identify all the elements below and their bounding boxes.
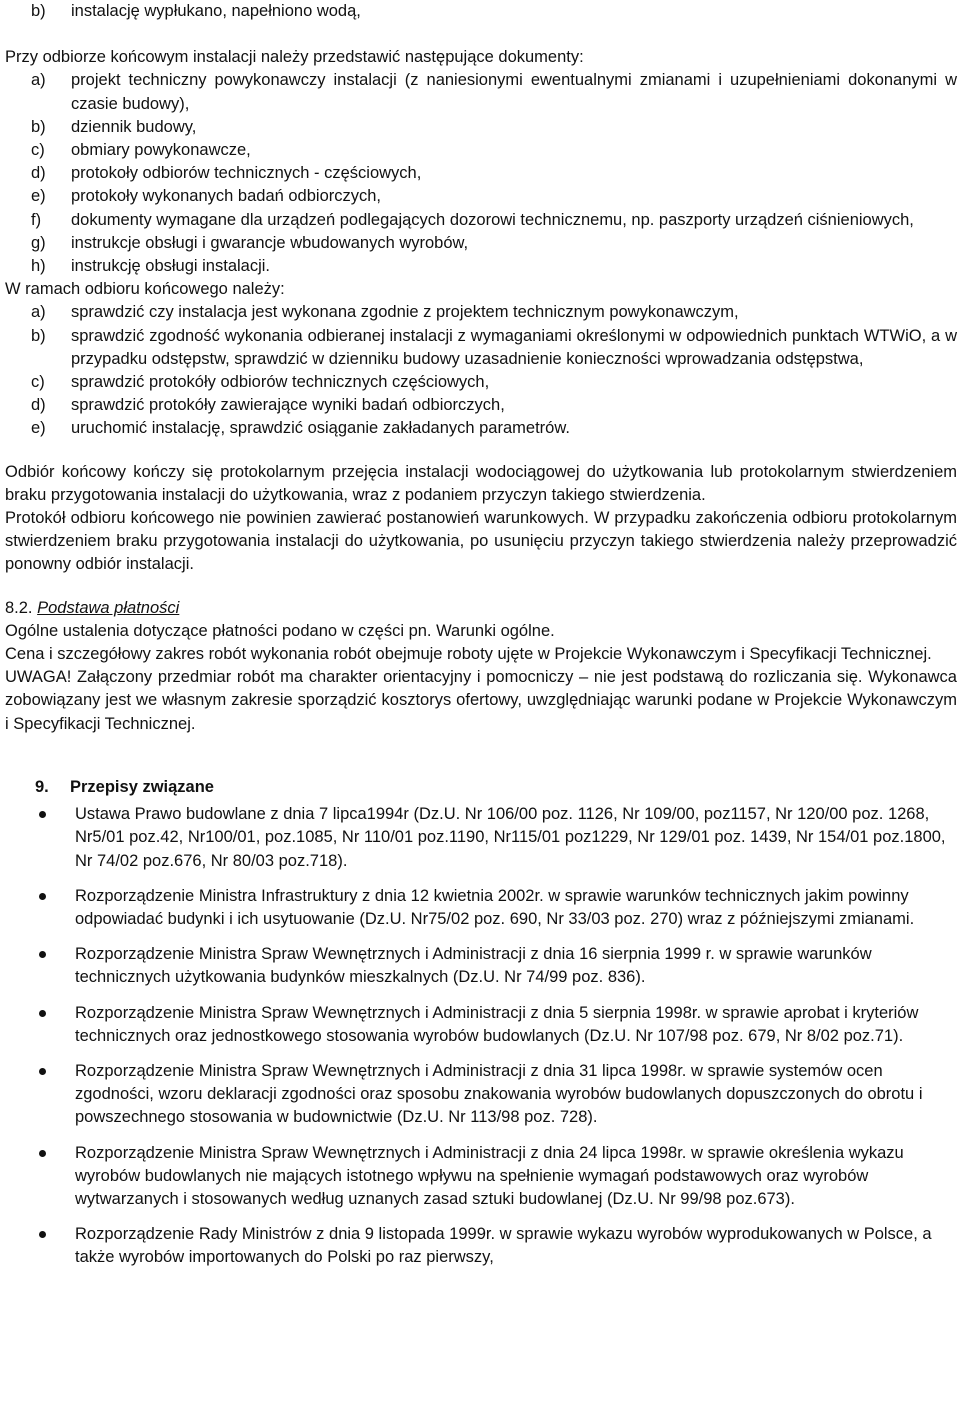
section-title: Przepisy związane	[70, 777, 214, 796]
item-label: a)	[31, 303, 46, 322]
bullet-icon	[5, 1223, 75, 1269]
list-item	[5, 371, 957, 394]
documents-list	[5, 69, 957, 278]
list-item	[5, 1060, 957, 1130]
list-item	[5, 394, 957, 417]
item-text: instrukcję obsługi instalacji.	[71, 257, 271, 276]
item-label: c)	[31, 141, 45, 160]
item-text: Rozporządzenie Ministra Spraw Wewnętrznych i Administracji z dnia 24 lipca 1998r. w sprawie określenia wykazu wyrobów budowlanych nie mających istotnego wpływu na spełnienie wymagań podstawowych oraz wyrobów wytwarzanych i stosowanych według uznanych zasad sztuki budowlanej (Dz.U. Nr 99/98 poz.673).	[75, 1143, 904, 1208]
item-label: b)	[31, 326, 46, 345]
payment-paragraph: Cena i szczegółowy zakres robót wykonania robót obejmuje roboty ujęte w Projekcie Wykonawczym i Specyfikacji Technicznej.	[5, 645, 932, 664]
final-acceptance-paragraph: Odbiór końcowy kończy się protokolarnym przejęcia instalacji wodociągowej do użytkowania lub protokolarnym stwierdzeniem braku przygotowania instalacji do użytkowania, wraz z podaniem przyczyn takiego stwierdzenia.	[5, 462, 957, 504]
final-protocol-paragraph: Protokół odbioru końcowego nie powinien zawierać postanowień warunkowych. W przypadku zakończenia odbioru protokolarnym stwierdzeniem braku przygotowania instalacji do użytkowania, po usunięciu przyczyn takiego stwierdzenia należy przeprowadzić ponowny odbiór instalacji.	[5, 509, 957, 574]
item-text: Rozporządzenie Rady Ministrów z dnia 9 listopada 1999r. w sprawie wykazu wyrobów wyprodukowanych w Polsce, a także wyrobów importowanych do Polski po raz pierwszy,	[75, 1225, 932, 1267]
item-text: Rozporządzenie Ministra Spraw Wewnętrznych i Administracji z dnia 31 lipca 1998r. w sprawie systemów ocen zgodności, wzoru deklaracji zgodności oraz sposobu znakowania wyrobów budowlanych dopuszczonych do obrotu i powszechnego stosowania w budownictwie (Dz.U. Nr 113/98 poz. 728).	[75, 1061, 923, 1127]
list-item	[5, 943, 957, 989]
item-label: e)	[31, 187, 46, 206]
item-text: instalację wypłukano, napełniono wodą,	[71, 2, 361, 20]
payment-paragraph: Ogólne ustalenia dotyczące płatności podano w części pn. Warunki ogólne.	[5, 621, 555, 640]
item-label: h)	[31, 257, 46, 276]
bullet-icon	[5, 1002, 75, 1048]
list-item	[5, 1002, 957, 1048]
list-item	[5, 325, 957, 371]
list-item	[5, 885, 957, 931]
item-text: Rozporządzenie Ministra Spraw Wewnętrznych i Administracji z dnia 16 sierpnia 1999 r. w sprawie warunków technicznych użytkowania budynków mieszkalnych (Dz.U. Nr 74/99 poz. 836).	[75, 945, 872, 987]
bullet-icon	[5, 803, 75, 873]
section-heading-8-2	[5, 597, 957, 620]
item-text: uruchomić instalację, sprawdzić osiąganie zakładanych parametrów.	[71, 419, 570, 438]
list-item	[5, 255, 957, 278]
item-label: b)	[31, 2, 46, 20]
section-number: 9.	[35, 777, 49, 796]
documents-intro: Przy odbiorze końcowym instalacji należy przedstawić następujące dokumenty:	[5, 48, 584, 67]
bullet-icon	[5, 1060, 75, 1130]
list-item	[5, 185, 957, 208]
list-item	[5, 1223, 957, 1269]
item-text: sprawdzić zgodność wykonania odbieranej instalacji z wymaganiami określonymi w odpowiednich punktach WTWiO, a w przypadku odstępstw, sprawdzić w dzienniku budowy uzasadnienie konieczności wprowadzania odstępstwa,	[71, 326, 957, 368]
item-text: Rozporządzenie Ministra Spraw Wewnętrznych i Administracji z dnia 5 sierpnia 1998r. w sprawie aprobat i kryteriów technicznych oraz jednostkowego stosowania wyrobów budowlanych (Dz.U. Nr 107/98 poz. 679, Nr 8/02 poz.71).	[75, 1003, 919, 1045]
section-number: 8.2.	[5, 598, 33, 617]
list-item	[5, 301, 957, 324]
list-item	[5, 116, 957, 139]
item-label: g)	[31, 233, 46, 252]
item-label: f)	[31, 210, 42, 229]
item-label: b)	[31, 117, 46, 136]
item-text: dokumenty wymagane dla urządzeń podlegających dozorowi technicznemu, np. paszporty urządzeń ciśnieniowych,	[71, 210, 914, 229]
item-text: sprawdzić protokóły odbiorów technicznych częściowych,	[71, 373, 490, 392]
item-text: protokoły odbiorów technicznych - częściowych,	[71, 164, 422, 183]
list-item	[5, 803, 957, 873]
scope-intro: W ramach odbioru końcowego należy:	[5, 280, 285, 299]
item-text: dziennik budowy,	[71, 117, 197, 136]
item-text: Ustawa Prawo budowlane z dnia 7 lipca1994r (Dz.U. Nr 106/00 poz. 1126, Nr 109/00, poz1157, Nr 120/00 poz. 1268, Nr5/01 poz.42, Nr100/01, poz.1085, Nr 110/01 poz.1190, Nr115/01 poz1229, Nr 129/01 poz. 1439, Nr 154/01 poz.1800, Nr 74/02 poz.676, Nr 80/03 poz.718).	[75, 805, 946, 870]
warning-paragraph: UWAGA! Załączony przedmiar robót ma charakter orientacyjny i pomocniczy – nie jest podstawą do rozliczania się. Wykonawca zobowiązany jest we własnym zakresie sporządzić kosztorys ofertowy, uwzględniając warunki podane w Projekcie Wykonawczym i Specyfikacji Technicznej.	[5, 668, 957, 733]
item-label: a)	[31, 71, 46, 90]
section-heading-9	[5, 776, 957, 799]
item-label: c)	[31, 373, 45, 392]
bullet-icon	[5, 885, 75, 931]
item-text: sprawdzić czy instalacja jest wykonana zgodnie z projektem technicznym powykonawczym,	[71, 303, 739, 322]
item-label: e)	[31, 419, 46, 438]
list-item	[5, 162, 957, 185]
regulations-list	[5, 803, 957, 1269]
scope-list	[5, 301, 957, 440]
bullet-icon	[5, 1142, 75, 1212]
item-text: Rozporządzenie Ministra Infrastruktury z dnia 12 kwietnia 2002r. w sprawie warunków technicznych jakim powinny odpowiadać budynki i ich usytuowanie (Dz.U. Nr75/02 poz. 690, Nr 33/03 poz. 270) wraz z późniejszymi zmianami.	[75, 886, 915, 928]
item-text: protokoły wykonanych badań odbiorczych,	[71, 187, 382, 206]
item-label: d)	[31, 396, 46, 415]
section-title: Podstawa płatności	[37, 598, 180, 617]
item-text: projekt techniczny powykonawczy instalacji (z naniesionymi ewentualnymi zmianami i uzupełnieniami dokonanymi w czasie budowy),	[71, 71, 957, 113]
list-item	[5, 139, 957, 162]
item-text: instrukcje obsługi i gwarancje wbudowanych wyrobów,	[71, 233, 469, 252]
list-item	[5, 1142, 957, 1212]
list-item	[5, 232, 957, 255]
list-item	[5, 0, 957, 23]
item-text: obmiary powykonawcze,	[71, 141, 251, 160]
item-text: sprawdzić protokóły zawierające wyniki badań odbiorczych,	[71, 396, 505, 415]
item-label: d)	[31, 164, 46, 183]
list-item	[5, 69, 957, 115]
list-item	[5, 417, 957, 440]
bullet-icon	[5, 943, 75, 989]
list-item	[5, 209, 957, 232]
